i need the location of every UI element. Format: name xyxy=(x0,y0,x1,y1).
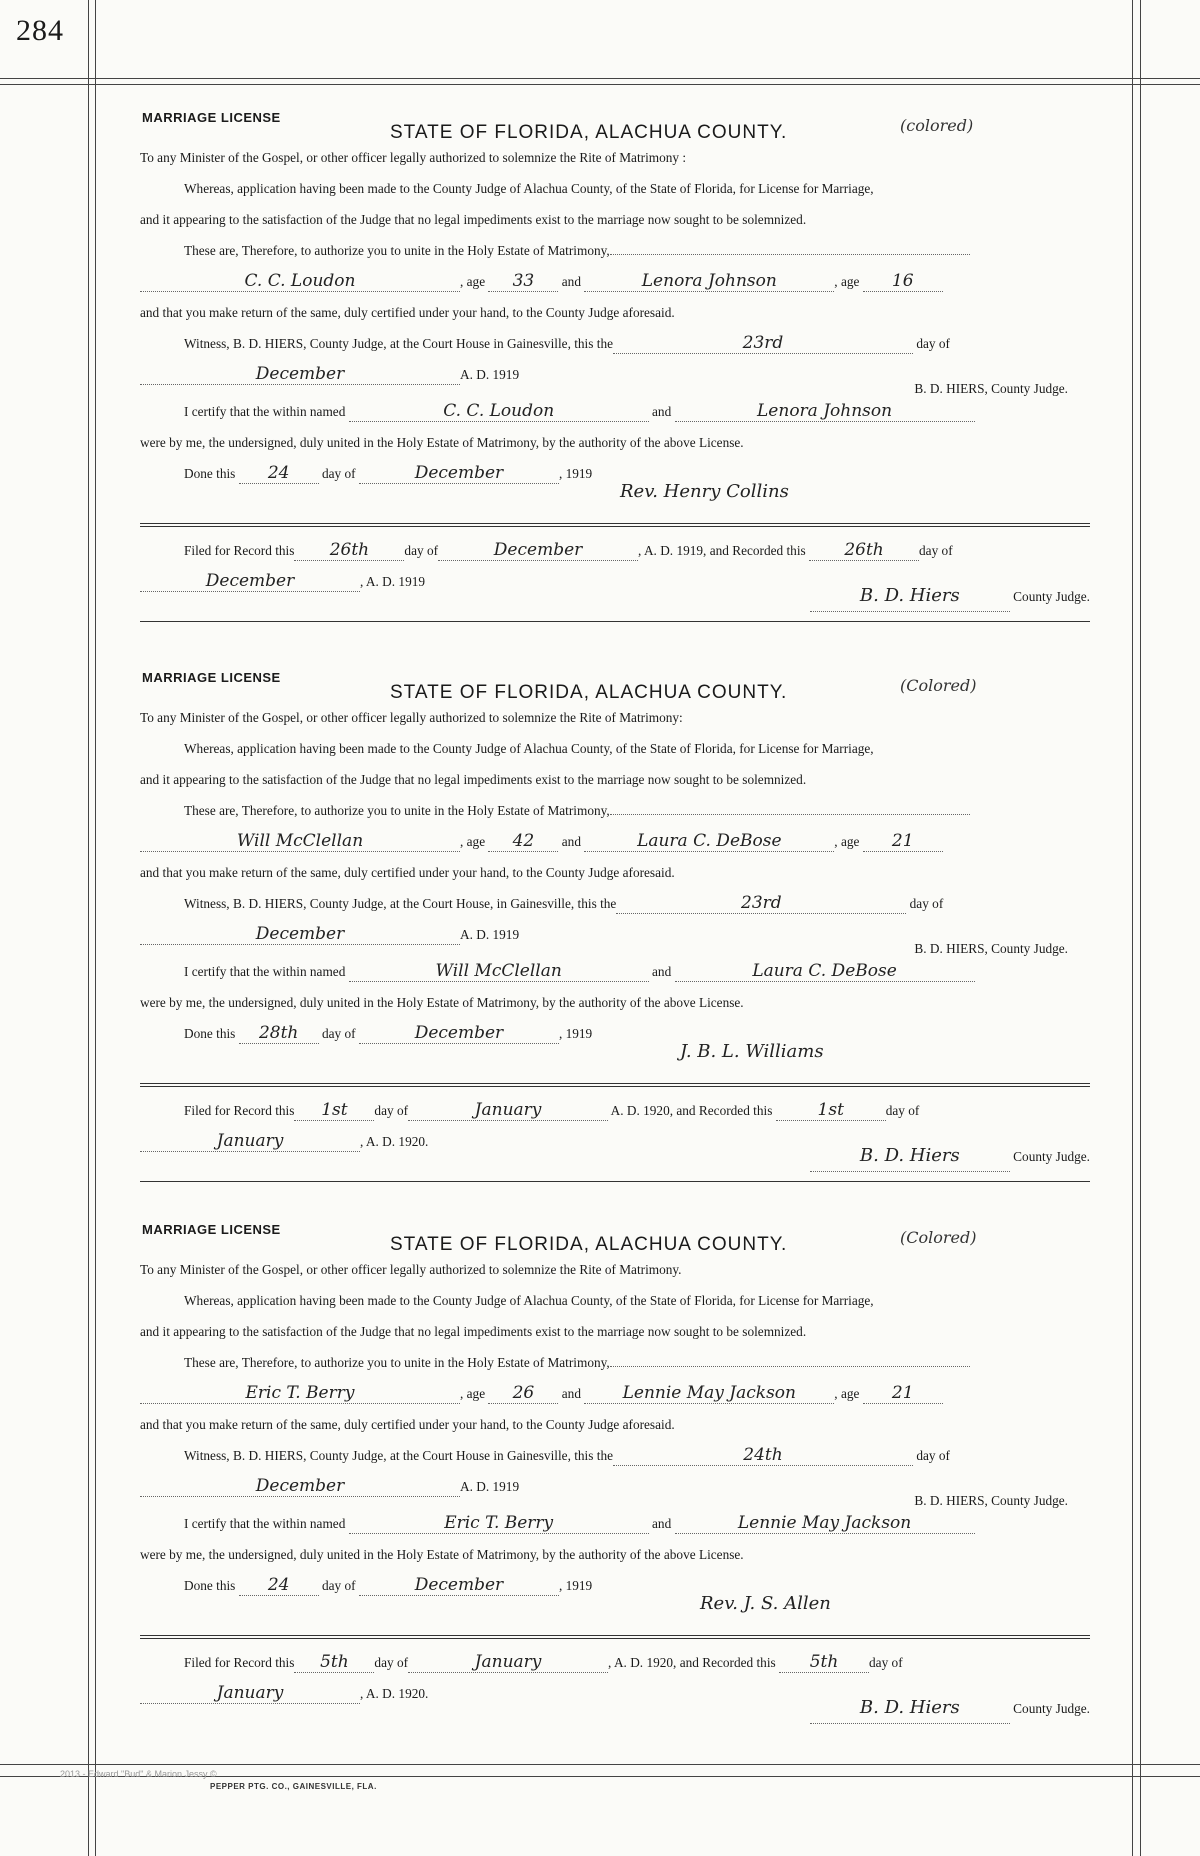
appearing-line: and it appearing to the satisfaction of the Judge that no legal impediments exist to the marriage now sought to be solemnized. xyxy=(140,1324,807,1339)
day-of-label: day of xyxy=(404,543,439,558)
cert-bride: Lennie May Jackson xyxy=(675,1513,975,1534)
day-of-label: day of xyxy=(322,1578,356,1593)
officiant-line xyxy=(140,1041,1090,1075)
officiant-line xyxy=(140,481,1090,515)
age-label: , age xyxy=(834,1386,860,1401)
groom-age: 33 xyxy=(488,271,558,292)
state-heading: STATE OF FLORIDA, ALACHUA COUNTY. xyxy=(390,682,788,703)
license-date-line xyxy=(140,919,1090,956)
county-judge-label: County Judge. xyxy=(1013,1701,1090,1716)
cert-bride: Lenora Johnson xyxy=(675,401,975,422)
authorize-line xyxy=(140,795,1090,826)
witness-line xyxy=(140,328,1090,359)
filed-year: , A. D. 1919 xyxy=(638,543,704,558)
recorded-month: January xyxy=(140,1683,360,1704)
done-day: 24 xyxy=(239,1575,319,1596)
county-judge-signature-block xyxy=(810,1692,1090,1724)
and-label: and xyxy=(652,964,672,979)
officiant-line xyxy=(140,1593,1090,1627)
section-divider xyxy=(140,523,1090,527)
certify-line xyxy=(140,956,1090,987)
section-end-rule xyxy=(140,1181,1090,1182)
day-of-label: day of xyxy=(885,1103,920,1118)
done-text: Done this xyxy=(184,466,236,481)
county-judge-signature-block xyxy=(810,580,1090,612)
county-judge-signature-block xyxy=(810,1140,1090,1172)
license-month: December xyxy=(140,1476,460,1497)
marriage-license-2 xyxy=(140,670,1090,1188)
filed-text: Filed for Record this xyxy=(184,1655,295,1670)
parties-line xyxy=(140,1378,1090,1409)
filed-month: January xyxy=(408,1652,608,1673)
address-line: To any Minister of the Gospel, or other officer legally authorized to solemnize the Rite of Matrimony: xyxy=(140,710,683,725)
done-day: 28th xyxy=(239,1023,319,1044)
day-of-label: day of xyxy=(916,336,950,351)
bottom-rule-1 xyxy=(0,1764,1200,1765)
address-line: To any Minister of the Gospel, or other officer legally authorized to solemnize the Rite of Matrimony. xyxy=(140,1262,682,1277)
groom-name: Eric T. Berry xyxy=(140,1383,460,1404)
section-end-rule xyxy=(140,621,1090,622)
whereas-line: Whereas, application having been made to the County Judge of Alachua County, of the State of Florida, for License for Marriage, xyxy=(184,181,874,196)
parties-line xyxy=(140,826,1090,857)
authorize-line xyxy=(140,235,1090,266)
certify-line xyxy=(140,396,1090,427)
day-of-label: day of xyxy=(909,896,944,911)
witness-day: 23rd xyxy=(613,333,913,354)
state-heading: STATE OF FLORIDA, ALACHUA COUNTY. xyxy=(390,1234,788,1255)
race-note: (colored) xyxy=(900,116,974,135)
filed-line xyxy=(140,535,1090,566)
groom-age: 26 xyxy=(488,1383,558,1404)
judge-title: B. D. HIERS, County Judge. xyxy=(914,381,1068,396)
day-of-label: day of xyxy=(919,543,953,558)
recorded-day: 26th xyxy=(809,540,919,561)
age-label: , age xyxy=(834,274,860,289)
bride-name: Laura C. DeBose xyxy=(584,831,834,852)
judge-title: B. D. HIERS, County Judge. xyxy=(914,941,1068,956)
filed-month: December xyxy=(438,540,638,561)
witness-day: 24th xyxy=(613,1445,913,1466)
united-line: were by me, the undersigned, duly united in the Holy Estate of Matrimony, by the authority of the above License. xyxy=(140,435,744,450)
authorize-text: These are, Therefore, to authorize you to unite in the Holy Estate of Matrimony, xyxy=(184,243,610,258)
race-note: (Colored) xyxy=(900,676,977,695)
and-label: and xyxy=(561,1386,581,1401)
filed-line xyxy=(140,1647,1090,1678)
officiant-signature: Rev. J. S. Allen xyxy=(700,1593,831,1614)
top-rule-2 xyxy=(0,84,1200,85)
ad-year: A. D. 1919 xyxy=(460,927,520,942)
done-line xyxy=(140,1018,1090,1049)
license-label: MARRIAGE LICENSE xyxy=(142,670,281,685)
filed-text: Filed for Record this xyxy=(184,1103,295,1118)
authorize-line xyxy=(140,1347,1090,1378)
witness-day: 23rd xyxy=(616,893,906,914)
filed-day: 1st xyxy=(294,1100,374,1121)
groom-age: 42 xyxy=(488,831,558,852)
license-month: December xyxy=(140,364,460,385)
parties-line xyxy=(140,266,1090,297)
done-year: , 1919 xyxy=(558,1026,593,1041)
filed-year: A. D. 1920 xyxy=(610,1103,670,1118)
judge-signature: B. D. Hiers xyxy=(810,580,1010,612)
ad-year: A. D. 1919 xyxy=(460,1479,520,1494)
return-line: and that you make return of the same, duly certified under your hand, to the County Judge aforesaid. xyxy=(140,305,675,320)
cert-groom: Eric T. Berry xyxy=(349,1513,649,1534)
recorded-year: , A. D. 1920. xyxy=(360,1686,429,1701)
margin-line-right-1 xyxy=(1132,0,1133,1856)
witness-text: Witness, B. D. HIERS, County Judge, at the Court House, in Gainesville, this the xyxy=(184,896,617,911)
recorded-line xyxy=(140,1126,1090,1166)
certify-line xyxy=(140,1508,1090,1539)
whereas-line: Whereas, application having been made to the County Judge of Alachua County, of the State of Florida, for License for Marriage, xyxy=(184,741,874,756)
age-label: , age xyxy=(460,1386,486,1401)
united-line: were by me, the undersigned, duly united in the Holy Estate of Matrimony, by the authority of the above License. xyxy=(140,1547,744,1562)
recorded-text: , and Recorded this xyxy=(673,1655,776,1670)
filed-year: , A. D. 1920 xyxy=(608,1655,674,1670)
county-judge-label: County Judge. xyxy=(1013,1149,1090,1164)
bride-age: 21 xyxy=(863,1383,943,1404)
witness-text: Witness, B. D. HIERS, County Judge, at the Court House in Gainesville, this the xyxy=(184,1448,613,1463)
certify-text: I certify that the within named xyxy=(184,404,346,419)
filed-text: Filed for Record this xyxy=(184,543,295,558)
section-divider xyxy=(140,1083,1090,1087)
and-label: and xyxy=(652,404,672,419)
done-month: December xyxy=(359,1023,559,1044)
license-label: MARRIAGE LICENSE xyxy=(142,1222,281,1237)
section-divider xyxy=(140,1635,1090,1639)
done-text: Done this xyxy=(184,1578,236,1593)
done-month: December xyxy=(359,463,559,484)
marriage-license-3 xyxy=(140,1222,1090,1718)
filed-line xyxy=(140,1095,1090,1126)
and-label: and xyxy=(561,834,581,849)
filed-month: January xyxy=(408,1100,608,1121)
done-text: Done this xyxy=(184,1026,236,1041)
license-date-line xyxy=(140,1471,1090,1508)
return-line: and that you make return of the same, duly certified under your hand, to the County Judge aforesaid. xyxy=(140,865,675,880)
cert-groom: C. C. Loudon xyxy=(349,401,649,422)
whereas-line: Whereas, application having been made to the County Judge of Alachua County, of the State of Florida, for License for Marriage, xyxy=(184,1293,874,1308)
day-of-label: day of xyxy=(322,1026,356,1041)
done-line xyxy=(140,458,1090,489)
age-label: , age xyxy=(834,834,860,849)
age-label: , age xyxy=(460,274,486,289)
groom-name: Will McClellan xyxy=(140,831,460,852)
day-of-label: day of xyxy=(916,1448,950,1463)
recorded-day: 5th xyxy=(779,1652,869,1673)
state-heading: STATE OF FLORIDA, ALACHUA COUNTY. xyxy=(390,122,788,143)
judge-signature: B. D. Hiers xyxy=(810,1140,1010,1172)
witness-line xyxy=(140,1440,1090,1471)
address-line: To any Minister of the Gospel, or other officer legally authorized to solemnize the Rite of Matrimony : xyxy=(140,150,687,165)
appearing-line: and it appearing to the satisfaction of the Judge that no legal impediments exist to the marriage now sought to be solemnized. xyxy=(140,212,807,227)
united-line: were by me, the undersigned, duly united in the Holy Estate of Matrimony, by the authority of the above License. xyxy=(140,995,744,1010)
authorize-text: These are, Therefore, to authorize you to unite in the Holy Estate of Matrimony, xyxy=(184,803,610,818)
officiant-signature: Rev. Henry Collins xyxy=(620,481,789,502)
officiant-signature: J. B. L. Williams xyxy=(680,1041,824,1062)
ad-year: A. D. 1919 xyxy=(460,367,520,382)
witness-text: Witness, B. D. HIERS, County Judge, at the Court House in Gainesville, this the xyxy=(184,336,613,351)
recorded-year: , A. D. 1919 xyxy=(360,574,426,589)
authorize-text: These are, Therefore, to authorize you to unite in the Holy Estate of Matrimony, xyxy=(184,1355,610,1370)
cert-bride: Laura C. DeBose xyxy=(675,961,975,982)
age-label: , age xyxy=(460,834,486,849)
license-month: December xyxy=(140,924,460,945)
judge-signature: B. D. Hiers xyxy=(810,1692,1010,1724)
license-date-line xyxy=(140,359,1090,396)
recorded-text: , and Recorded this xyxy=(669,1103,773,1118)
day-of-label: day of xyxy=(869,1655,903,1670)
done-day: 24 xyxy=(239,463,319,484)
license-label: MARRIAGE LICENSE xyxy=(142,110,281,125)
page-number: 284 xyxy=(16,14,64,47)
recorded-year: , A. D. 1920. xyxy=(360,1134,429,1149)
judge-title: B. D. HIERS, County Judge. xyxy=(914,1493,1068,1508)
bride-name: Lenora Johnson xyxy=(584,271,834,292)
done-line xyxy=(140,1570,1090,1601)
marriage-license-1 xyxy=(140,110,1090,628)
footer-credit: 2013 - Edward "Bud" & Marion Jessy © xyxy=(60,1769,217,1779)
margin-line-left-2 xyxy=(95,0,96,1856)
done-month: December xyxy=(359,1575,559,1596)
appearing-line: and it appearing to the satisfaction of the Judge that no legal impediments exist to the marriage now sought to be solemnized. xyxy=(140,772,807,787)
certify-text: I certify that the within named xyxy=(184,1516,346,1531)
and-label: and xyxy=(561,274,581,289)
race-note: (Colored) xyxy=(900,1228,977,1247)
day-of-label: day of xyxy=(374,1655,409,1670)
top-rule-1 xyxy=(0,78,1200,79)
margin-line-left-1 xyxy=(88,0,89,1856)
witness-line xyxy=(140,888,1090,919)
recorded-month: December xyxy=(140,571,360,592)
margin-line-right-2 xyxy=(1140,0,1141,1856)
recorded-line xyxy=(140,1678,1090,1718)
certify-text: I certify that the within named xyxy=(184,964,346,979)
return-line: and that you make return of the same, duly certified under your hand, to the County Judge aforesaid. xyxy=(140,1417,675,1432)
bride-age: 21 xyxy=(863,831,943,852)
recorded-month: January xyxy=(140,1131,360,1152)
printer-imprint: PEPPER PTG. CO., GAINESVILLE, FLA. xyxy=(210,1782,377,1791)
county-judge-label: County Judge. xyxy=(1013,589,1090,604)
recorded-text: , and Recorded this xyxy=(703,543,806,558)
bride-age: 16 xyxy=(863,271,943,292)
and-label: and xyxy=(652,1516,672,1531)
done-year: , 1919 xyxy=(558,466,593,481)
filed-day: 26th xyxy=(294,540,404,561)
day-of-label: day of xyxy=(374,1103,409,1118)
recorded-line xyxy=(140,566,1090,606)
filed-day: 5th xyxy=(294,1652,374,1673)
day-of-label: day of xyxy=(322,466,356,481)
groom-name: C. C. Loudon xyxy=(140,271,460,292)
recorded-day: 1st xyxy=(776,1100,886,1121)
done-year: , 1919 xyxy=(558,1578,593,1593)
bride-name: Lennie May Jackson xyxy=(584,1383,834,1404)
cert-groom: Will McClellan xyxy=(349,961,649,982)
